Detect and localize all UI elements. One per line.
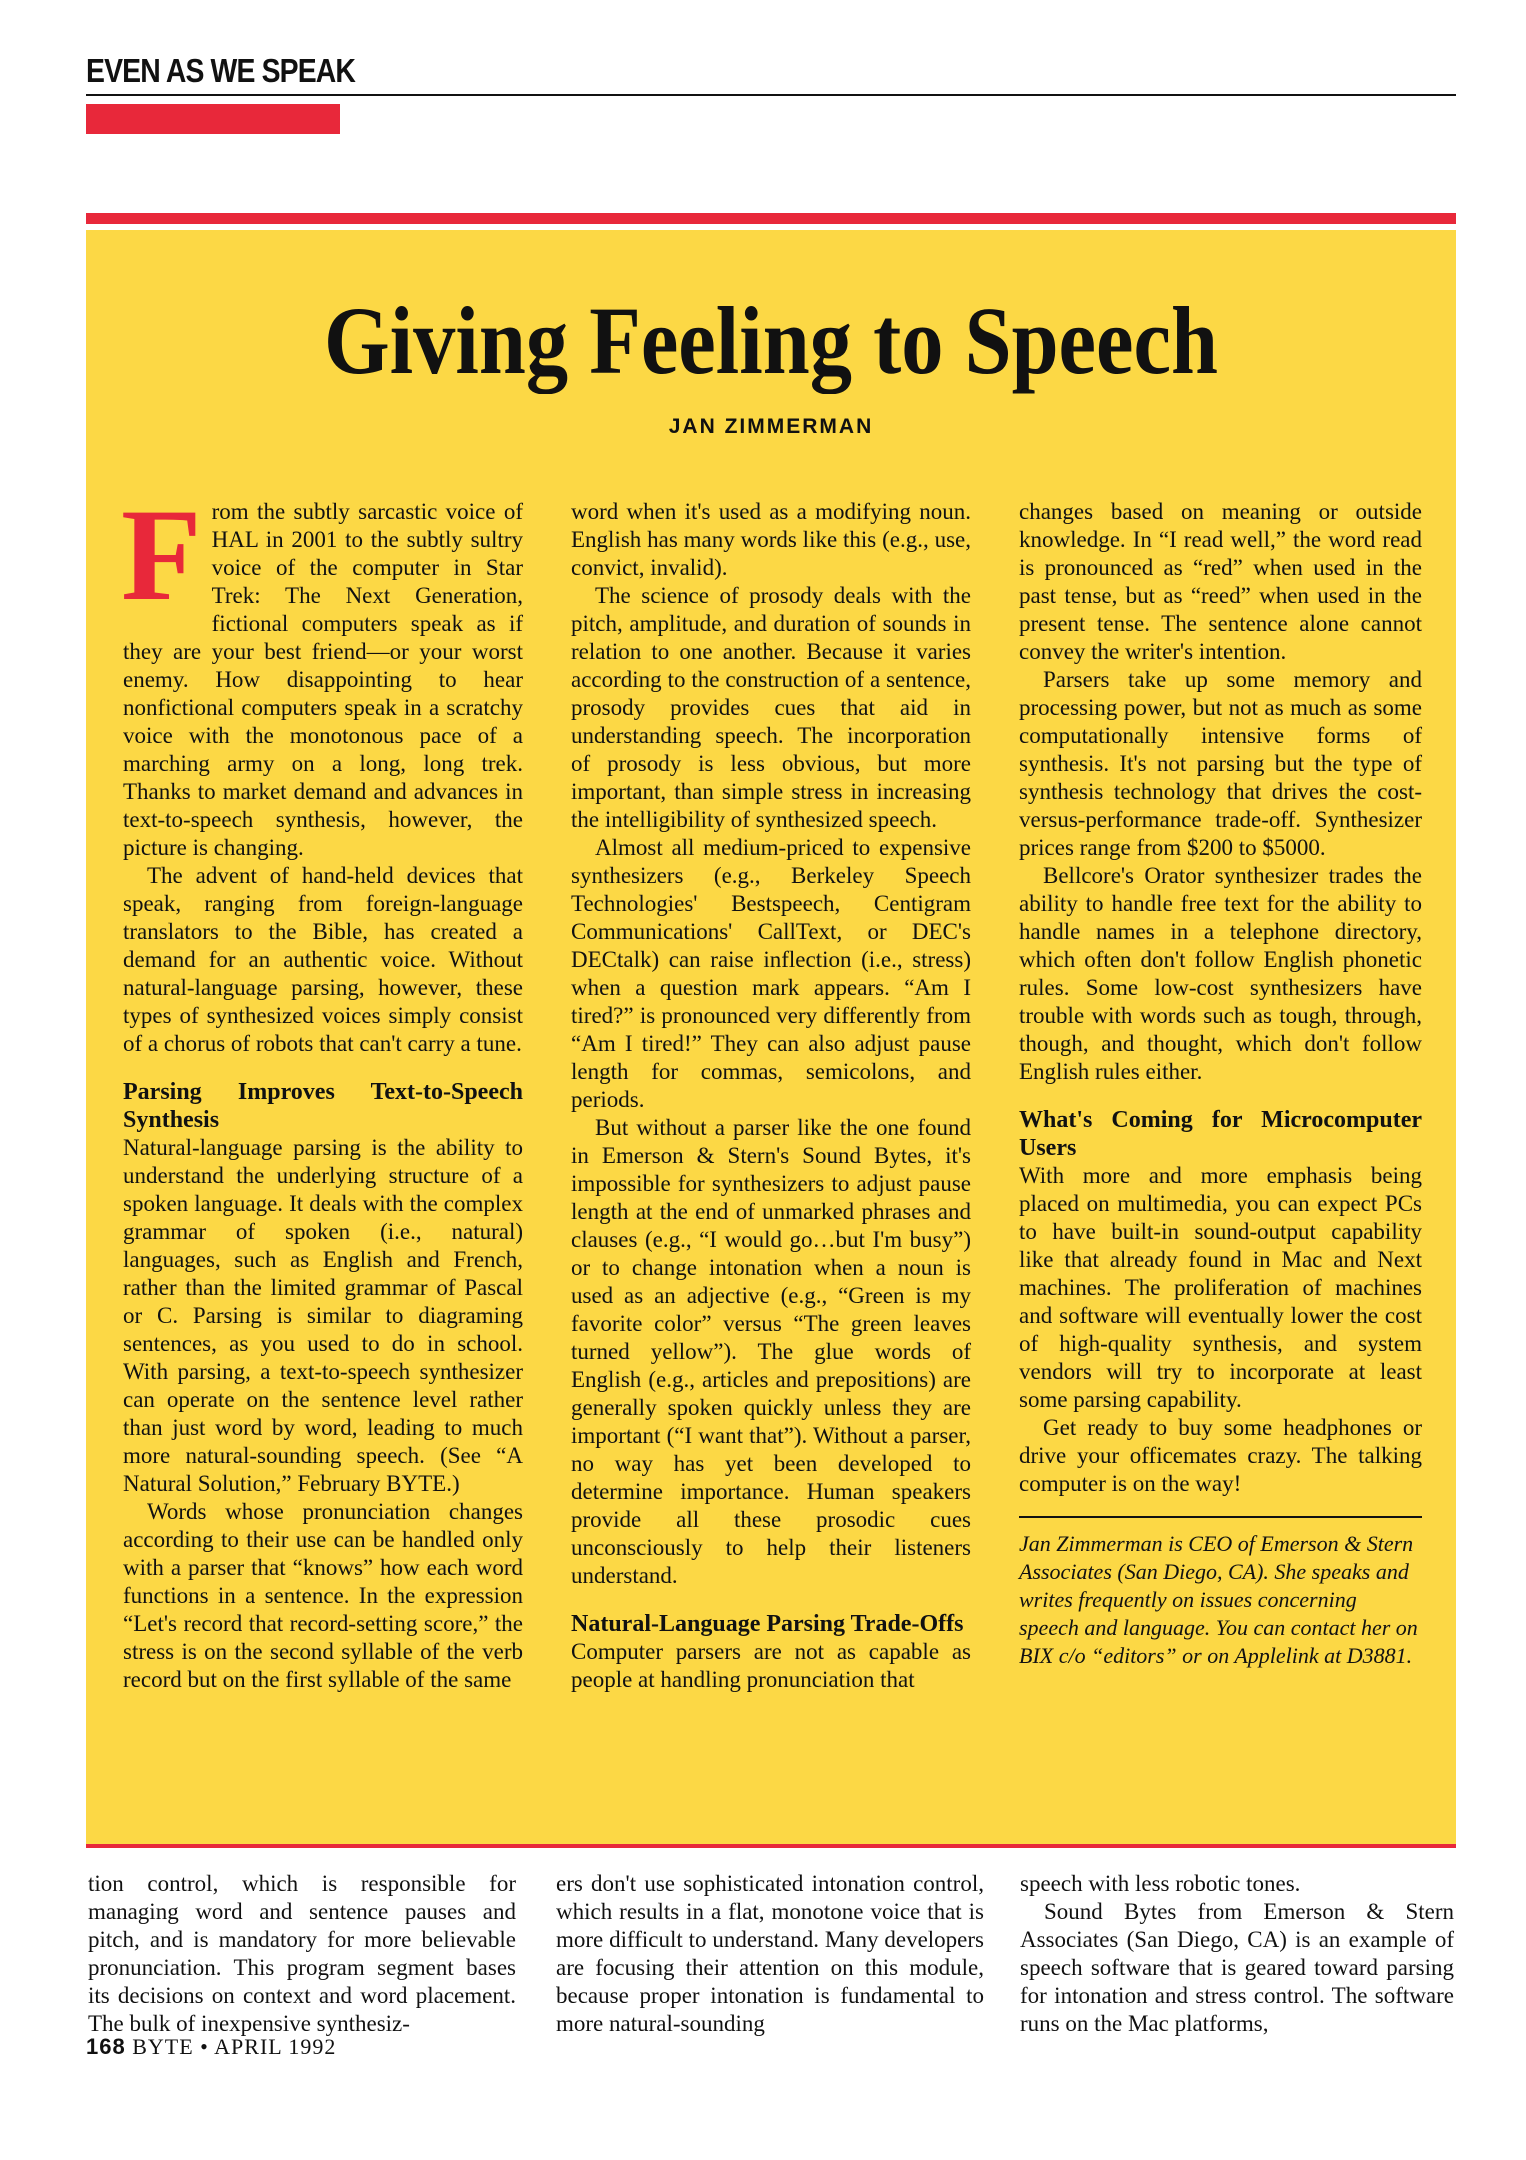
continuation-column-1 xyxy=(88,1870,516,2036)
article-title: Giving Feeling to Speech xyxy=(323,287,1219,394)
magazine-name: BYTE xyxy=(132,2034,194,2059)
article-column-1 xyxy=(121,481,523,1694)
drop-cap: F xyxy=(121,481,202,628)
article-top-red-bar xyxy=(86,213,1456,224)
continuation-column-2 xyxy=(556,1870,984,2036)
paragraph: Bellcore's Orator synthesizer trades the ability to handle free text for the ability to handle names in a telephone directory, which often don't follow English phonetic rules. Some low-cost synthesizers have trouble with words such as tough, through, though, and thought, which don't follow English rules either. xyxy=(1019,863,1422,1084)
article-column-3 xyxy=(1019,498,1422,1670)
issue-date: • APRIL 1992 xyxy=(200,2034,337,2059)
paragraph: word when it's used as a modifying noun. English has many words like this (e.g., use, convict, invalid). xyxy=(571,499,971,580)
article-column-2 xyxy=(571,498,971,1694)
paragraph: tion control, which is responsible for managing word and sentence pauses and pitch, and is mandatory for more believable pronunciation. This program segment bases its decisions on context and word placement. The bulk of inexpensive synthesiz- xyxy=(88,1871,516,2036)
bio-rule xyxy=(1019,1516,1422,1518)
subheading: What's Coming for Microcomputer Users xyxy=(1019,1107,1422,1161)
paragraph: With more and more emphasis being placed on multimedia, you can expect PCs to have built-in sound-output capability like that already found in Mac and Next machines. The proliferation of machines and software will eventually lower the cost of high-quality synthesis, and system vendors will try to incorporate at least some parsing capability. xyxy=(1019,1163,1422,1412)
paragraph: Computer parsers are not as capable as people at handling pronunciation that xyxy=(571,1639,971,1692)
paragraph: ers don't use sophisticated intonation control, which results in a flat, monotone voice that is more difficult to understand. Many developers are focusing their attention on this module, because proper intonation is fundamental to more natural-sounding xyxy=(556,1871,984,2036)
paragraph: Sound Bytes from Emerson & Stern Associates (San Diego, CA) is an example of speech software that is geared toward parsing for intonation and stress control. The software runs on the Mac platforms, xyxy=(1020,1899,1454,2036)
paragraph: changes based on meaning or outside knowledge. In “I read well,” the word read is pronounced as “red” when used in the past tense, but as “reed” when used in the present tense. The sentence alone cannot convey the writer's intention. xyxy=(1019,499,1422,664)
paragraph: The advent of hand-held devices that speak, ranging from foreign-language translators to the Bible, has created a demand for an authentic voice. Without natural-language parsing, however, these types of synthesized voices simply consist of a chorus of robots that can't carry a tune. xyxy=(123,863,523,1056)
page-footer xyxy=(86,2034,336,2060)
subheading: Parsing Improves Text-to-Speech Synthesis xyxy=(123,1079,523,1133)
paragraph: speech with less robotic tones. xyxy=(1020,1871,1301,1896)
section-label: EVEN AS WE SPEAK xyxy=(86,52,356,89)
header-rule xyxy=(86,94,1456,96)
paragraph: rom the subtly sarcastic voice of HAL in 2001 to the subtly sultry voice of the computer in Star Trek: The Next Generation, fictional computers speak as if they are your best friend—or your worst enemy. How disappointing to hear nonfictional computers speak in a scratchy voice with the monotonous pace of a marching army on a long, long trek. Thanks to market demand and advances in text-to-speech synthesis, however, the picture is changing. xyxy=(123,499,523,860)
author-bio: Jan Zimmerman is CEO of Emerson & Stern Associates (San Diego, CA). She speaks and writes frequently on issues concerning speech and language. You can contact her on BIX c/o “editors” or on Applelink at D3881. xyxy=(1019,1531,1418,1668)
paragraph: Almost all medium-priced to expensive synthesizers (e.g., Berkeley Speech Technologies' Bestspeech, Centigram Communications' CallText, or DEC's DECtalk) can raise inflection (i.e., stress) when a question mark appears. “Am I tired?” is pronounced very differently from “Am I tired!” They can also adjust pause length for commas, semicolons, and periods. xyxy=(571,835,971,1112)
paragraph: Get ready to buy some headphones or drive your officemates crazy. The talking computer is on the way! xyxy=(1019,1415,1422,1496)
paragraph: But without a parser like the one found in Emerson & Stern's Sound Bytes, it's impossible for synthesizers to adjust pause length at the end of unmarked phrases and clauses (e.g., “I would go…but I'm busy”) or to change intonation when a noun is used as an adjective (e.g., “Green is my favorite color” versus “The green leaves turned yellow”). The glue words of English (e.g., articles and prepositions) are generally spoken quickly unless they are important (“I want that”). Without a parser, no way has yet been developed to determine importance. Human speakers provide all these prosodic cues unconsciously to help their listeners understand. xyxy=(571,1115,971,1588)
subheading: Natural-Language Parsing Trade-Offs xyxy=(571,1611,964,1637)
paragraph: Words whose pronunciation changes according to their use can be handled only with a parser that “knows” how each word functions in a sentence. In the expression “Let's record that record-setting score,” the stress is on the second syllable of the verb record but on the first syllable of the same xyxy=(123,1499,523,1692)
paragraph: The science of prosody deals with the pitch, amplitude, and duration of sounds in relation to one another. Because it varies according to the construction of a sentence, prosody provides cues that aid in understanding speech. The incorporation of prosody is less obvious, but more important, than simple stress in increasing the intelligibility of synthesized speech. xyxy=(571,583,971,832)
continuation-column-3 xyxy=(1020,1870,1454,2036)
paragraph: Parsers take up some memory and processing power, but not as much as some computationally intensive forms of synthesis. It's not parsing but the type of synthesis technology that drives the cost-versus-performance trade-off. Synthesizer prices range from $200 to $5000. xyxy=(1019,667,1422,860)
article-bottom-red-bar xyxy=(86,1844,1456,1848)
paragraph: Natural-language parsing is the ability to understand the underlying structure of a spoken language. It deals with the complex grammar of spoken (i.e., natural) languages, such as English and French, rather than the limited grammar of Pascal or C. Parsing is similar to diagraming sentences, as you used to do in school. With parsing, a text-to-speech synthesizer can operate on the sentence level rather than just word by word, leading to much more natural-sounding speech. (See “A Natural Solution,” February BYTE.) xyxy=(123,1135,523,1496)
article-author: JAN ZIMMERMAN xyxy=(668,415,874,438)
header-red-tab xyxy=(86,104,340,134)
page-number: 168 xyxy=(86,2034,126,2059)
